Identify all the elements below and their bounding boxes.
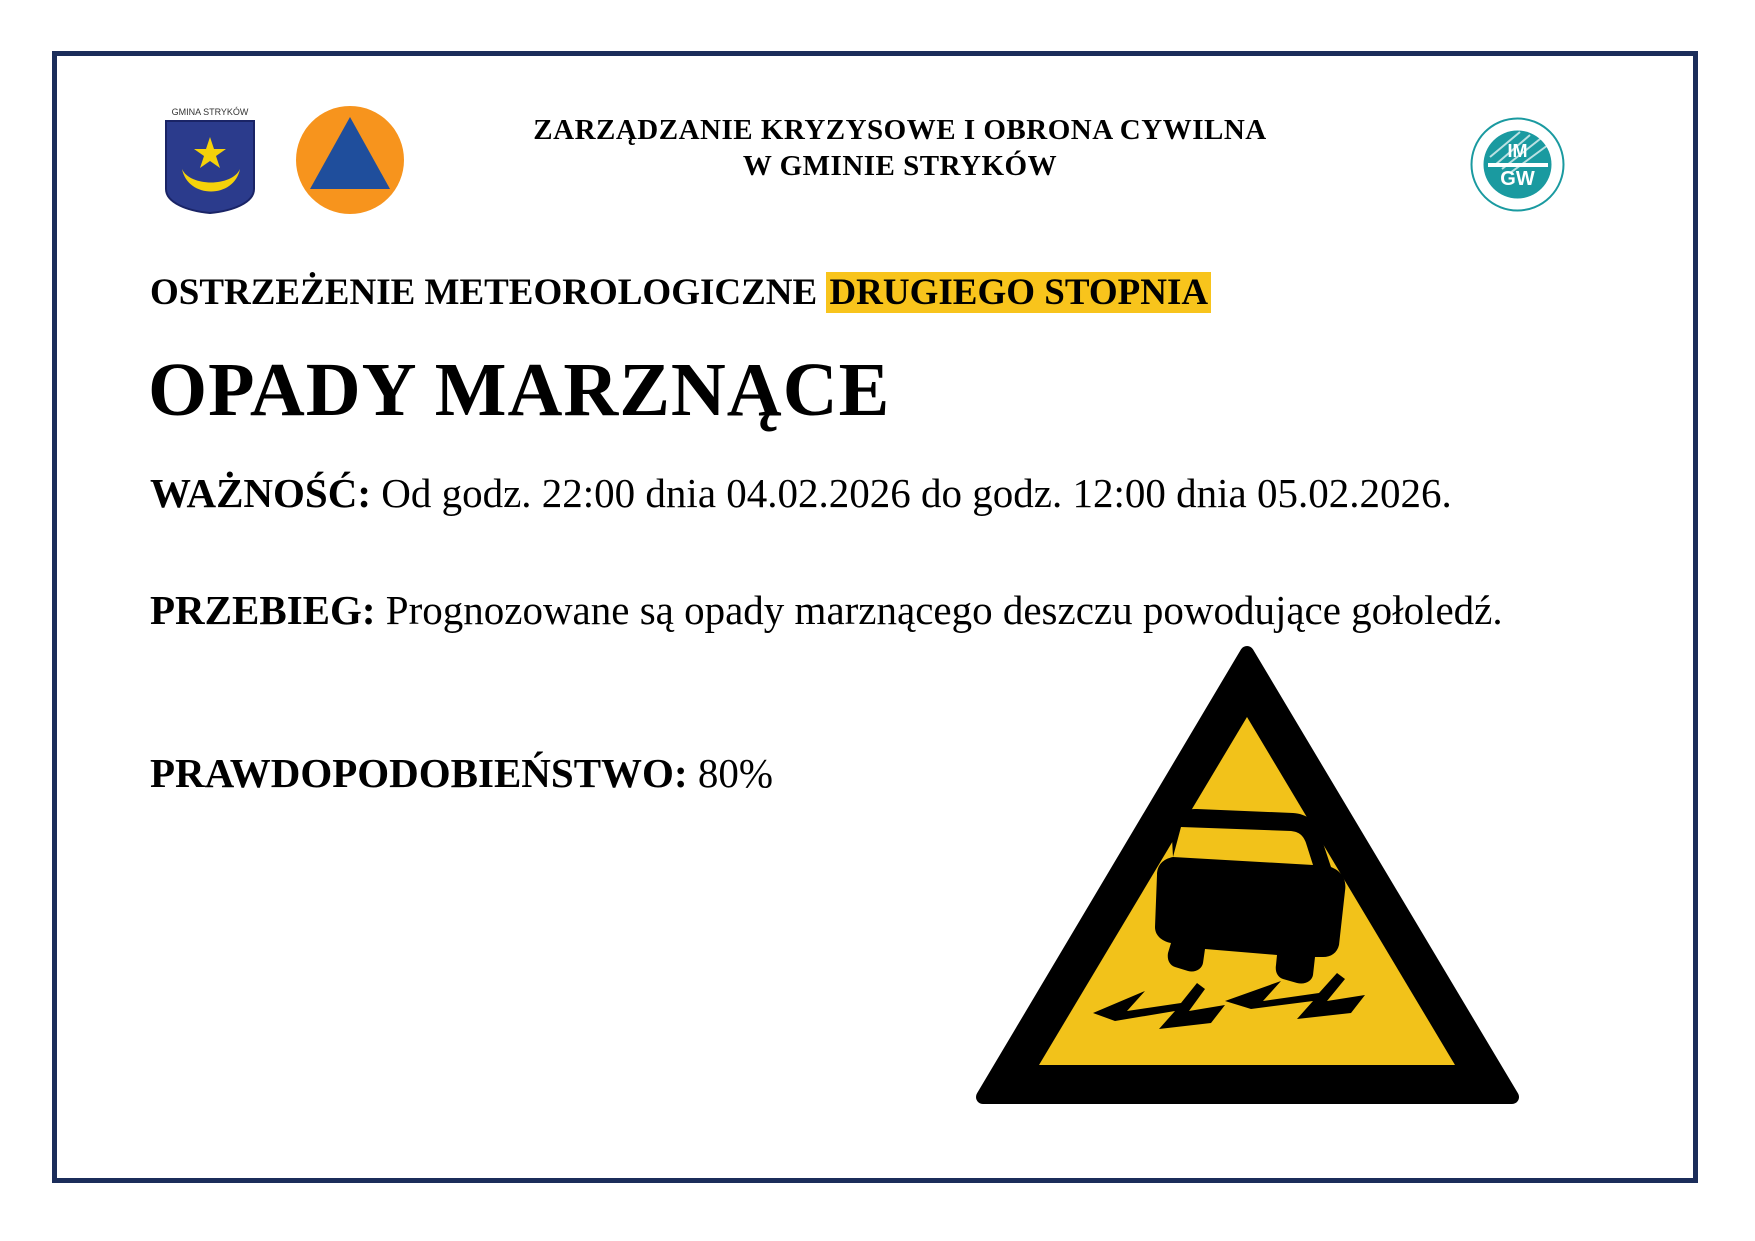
organization-line-1: ZARZĄDZANIE KRYZYSOWE I OBRONA CYWILNA xyxy=(533,114,1267,146)
gmina-stryków-coat-of-arms-icon xyxy=(162,107,258,215)
slippery-road-warning-sign-icon xyxy=(975,645,1520,1110)
svg-text:GW: GW xyxy=(1500,168,1535,190)
probability-label: PRAWDOPODOBIEŃSTWO: xyxy=(150,750,688,796)
validity-row xyxy=(150,468,1452,518)
probability-row xyxy=(150,748,773,798)
civil-defense-icon xyxy=(295,105,405,215)
warning-level-line xyxy=(150,270,1211,316)
course-row xyxy=(150,568,1610,652)
warning-level-highlight: DRUGIEGO STOPNIA xyxy=(826,272,1211,313)
gmina-logo-caption: GMINA STRYKÓW xyxy=(171,107,249,117)
validity-label: WAŻNOŚĆ: xyxy=(150,470,371,516)
organization-header xyxy=(400,112,1400,184)
imgw-logo-icon xyxy=(1470,117,1565,212)
course-label: PRZEBIEG: xyxy=(150,587,376,633)
organization-line-2: W GMINIE STRYKÓW xyxy=(742,150,1058,182)
warning-title: OPADY MARZNĄCE xyxy=(148,348,891,432)
course-text: Prognozowane są opady marznącego deszczu powodujące gołoledź. xyxy=(385,587,1503,633)
svg-text:IM: IM xyxy=(1507,141,1528,161)
validity-text: Od godz. 22:00 dnia 04.02.2026 do godz. 12:00 dnia 05.02.2026. xyxy=(381,470,1452,516)
warning-label: OSTRZEŻENIE METEOROLOGICZNE xyxy=(150,272,818,313)
probability-value: 80% xyxy=(697,750,774,796)
